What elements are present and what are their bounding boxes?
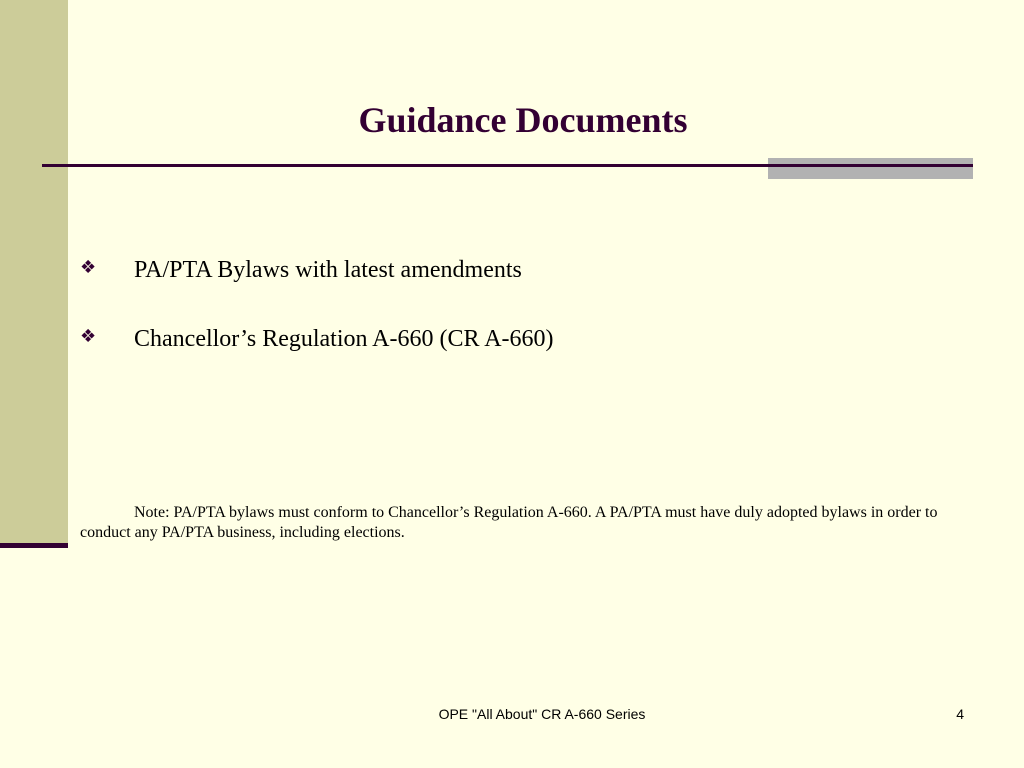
bullet-text: Chancellor’s Regulation A-660 (CR A-660)	[134, 326, 554, 352]
title-accent-bar	[768, 158, 973, 179]
slide-title: Guidance Documents	[358, 100, 688, 140]
diamond-bullet-icon: ❖	[80, 326, 97, 347]
note-paragraph: Note: PA/PTA bylaws must conform to Chancellor’s Regulation A-660. A PA/PTA must have duly adopted bylaws in order to conduct any PA/PTA business, including elections.	[80, 504, 938, 541]
left-band-rule	[0, 543, 68, 548]
bullet-item	[80, 319, 980, 359]
title-accent-line	[768, 164, 973, 167]
page-number: 4	[956, 706, 964, 722]
left-decorative-band	[0, 0, 68, 546]
bullet-item	[80, 250, 980, 290]
diamond-bullet-icon: ❖	[80, 257, 97, 278]
bullet-text: PA/PTA Bylaws with latest amendments	[134, 257, 522, 283]
footer-text: OPE "All About" CR A-660 Series	[438, 706, 646, 722]
bullet-list	[80, 250, 980, 388]
